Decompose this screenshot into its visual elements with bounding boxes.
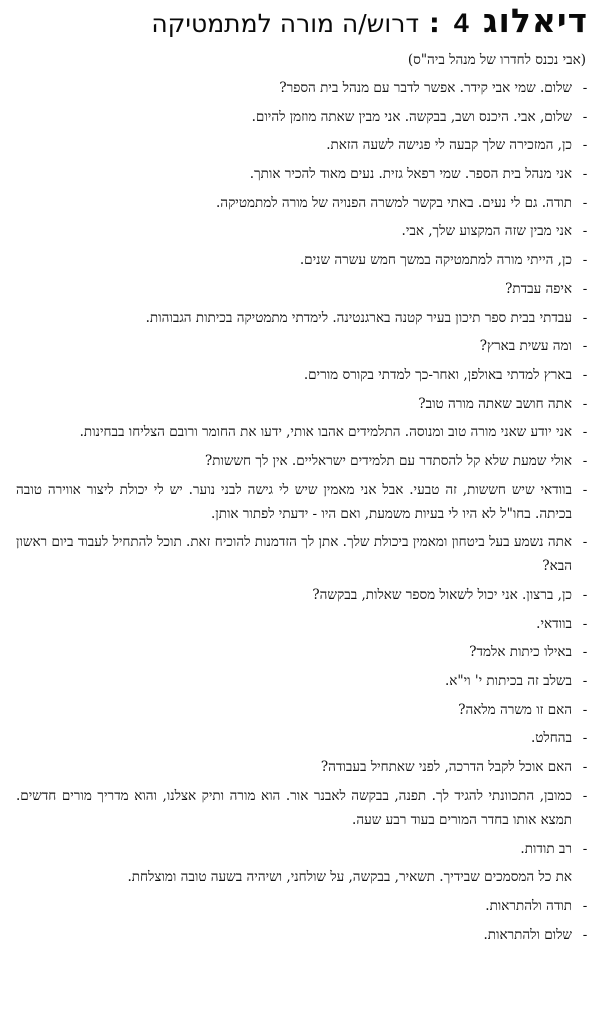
dialog-dash: - (582, 701, 588, 718)
dialog-dash: - (582, 452, 588, 469)
dialog-text: האם זו משרה מלאה? (458, 701, 572, 718)
dialog-dash: - (582, 730, 588, 747)
dialog-text: את כל המסמכים שבידיך. תשאיר, בבקשה, על שולחני, ושיהיה בשעה טובה ומוצלחת. (127, 869, 572, 886)
dialog-lines (14, 76, 594, 947)
dialog-line (14, 363, 594, 387)
title-separator: : (428, 8, 440, 39)
title-subtitle: דרוש/ה מורה למתמטיקה (151, 9, 419, 38)
dialog-dash: - (582, 108, 588, 125)
dialog-text: תודה ולהתראות. (485, 897, 572, 914)
dialog-dash: - (582, 673, 588, 690)
dialog-dash: - (582, 309, 588, 326)
dialog-dash: - (582, 80, 588, 96)
dialog-text: אתה חושב שאתה מורה טוב? (418, 395, 572, 412)
dialog-text: כן, הייתי מורה למתמטיקה במשך חמש עשרה שנים. (299, 252, 572, 269)
dialog-dash: - (582, 366, 588, 383)
dialog-text: רב תודות. (520, 840, 572, 857)
dialog-text: אתה נשמע בעל ביטחון ומאמין ביכולת שלך. אתן לך הזדמנות להוכיח זאת. תוכל להתחיל לעבוד ביום ראשון הבא? (16, 534, 572, 575)
title-word: דיאלוג (482, 1, 588, 40)
dialog-text: בארץ למדתי באולפן, ואחר-כך למדתי בקורס מורים. (303, 366, 572, 383)
dialog-line (14, 449, 594, 473)
dialog-line (14, 334, 594, 358)
dialog-dash: - (582, 166, 588, 183)
dialog-dash: - (582, 840, 588, 857)
dialog-line (14, 277, 594, 301)
dialog-dash: - (582, 194, 588, 211)
dialog-line (14, 392, 594, 416)
dialog-text: באילו כיתות אלמד? (469, 644, 572, 661)
dialog-line (14, 76, 594, 100)
dialog-text: בשלב זה בכיתות י' וי"א. (445, 673, 572, 690)
dialog-line (14, 784, 594, 832)
dialog-text: שלום. שמי אבי קידר. אפשר לדבר עם מנהל בית הספר? (279, 80, 572, 96)
dialog-text: בוודאי. (536, 615, 572, 632)
dialog-line (14, 894, 594, 918)
dialog-line (14, 133, 594, 157)
dialog-line (14, 583, 594, 607)
dialog-dash: - (582, 897, 588, 914)
dialog-line (14, 698, 594, 722)
dialog-dash: - (582, 926, 588, 943)
dialog-line (14, 162, 594, 186)
dialog-dash: - (582, 644, 588, 661)
dialog-line (14, 105, 594, 129)
dialog-line (14, 640, 594, 664)
dialog-text: כמובן, התכוונתי להגיד לך. תפנה, בבקשה לאבנר אור. הוא מורה ותיק אצלנו, והוא מדריך מורים חדשים. תמצא אותו בחדר המורים בעוד רבע שעה. (16, 787, 572, 828)
dialog-text: האם אוכל לקבל הדרכה, לפני שאתחיל בעבודה? (320, 759, 572, 776)
dialog-dash: - (582, 787, 588, 804)
dialog-line (14, 530, 594, 578)
dialog-dash: - (582, 424, 588, 441)
dialog-text: אולי שמעת שלא קל להסתדר עם תלמידים ישראליים. אין לך חששות? (205, 452, 572, 469)
dialog-line (14, 248, 594, 272)
dialog-line (14, 478, 594, 526)
dialog-dash: - (582, 280, 588, 297)
dialog-text: ומה עשית בארץ? (479, 338, 572, 355)
dialog-text: עבדתי בבית ספר תיכון בעיר קטנה בארגנטינה. לימדתי מתמטיקה בכיתות הגבוהות. (145, 309, 572, 326)
dialog-line (14, 865, 594, 889)
dialog-line (14, 191, 594, 215)
dialog-text: תודה. גם לי נעים. באתי בקשר למשרה הפנויה של מורה למתמטיקה. (216, 194, 572, 211)
dialog-line (14, 306, 594, 330)
dialog-dash: - (582, 223, 588, 240)
dialog-text: כן, המזכירה שלך קבעה לי פגישה לשעה הזאת. (326, 137, 572, 154)
dialog-line (14, 726, 594, 750)
dialog-line (14, 219, 594, 243)
dialog-dash: - (582, 534, 588, 551)
dialog-text: אני מבין שזה המקצוע שלך, אבי. (401, 223, 572, 240)
dialog-text: אני מנהל בית הספר. שמי רפאל גזית. נעים מאוד להכיר אותך. (249, 166, 572, 183)
stage-direction: (אבי נכנס לחדרו של מנהל ביה"ס) (407, 52, 586, 68)
dialog-dash: - (582, 759, 588, 776)
dialog-dash: - (582, 252, 588, 269)
dialog-text: בוודאי שיש חששות, זה טבעי. אבל אני מאמין שיש לי גישה לבני נוער. יש לי יכולת ליצור אווירה טובה בכיתה. בחו"ל לא היו לי בעיות משמעת, ואם היו - ידעתי לפתור אותן. (16, 481, 572, 522)
dialog-dash: - (582, 395, 588, 412)
dialog-line (14, 612, 594, 636)
dialog-line (14, 923, 594, 947)
dialog-line (14, 420, 594, 444)
page-title (14, 2, 594, 40)
dialog-dash: - (582, 587, 588, 603)
dialog-text: כן, ברצון. אני יכול לשאול מספר שאלות, בבקשה? (312, 587, 572, 603)
dialog-dash: - (582, 481, 588, 498)
dialog-text: שלום, אבי. היכנס ושב, בבקשה. אני מבין שאתה מוזמן להיום. (251, 108, 572, 125)
dialog-dash: - (582, 137, 588, 154)
dialog-dash: - (582, 338, 588, 355)
title-number: 4 (453, 8, 469, 38)
dialog-text: אני יודע שאני מורה טוב ומנוסה. התלמידים אהבו אותי, ידעו את החומר ורובם הצליחו בבחינות. (79, 424, 572, 441)
dialog-line (14, 837, 594, 861)
dialog-text: איפה עבדת? (505, 280, 572, 297)
dialog-text: שלום ולהתראות. (483, 926, 572, 943)
dialog-text: בהחלט. (530, 730, 572, 747)
dialog-dash: - (582, 615, 588, 632)
dialog-line (14, 669, 594, 693)
dialog-line (14, 755, 594, 779)
